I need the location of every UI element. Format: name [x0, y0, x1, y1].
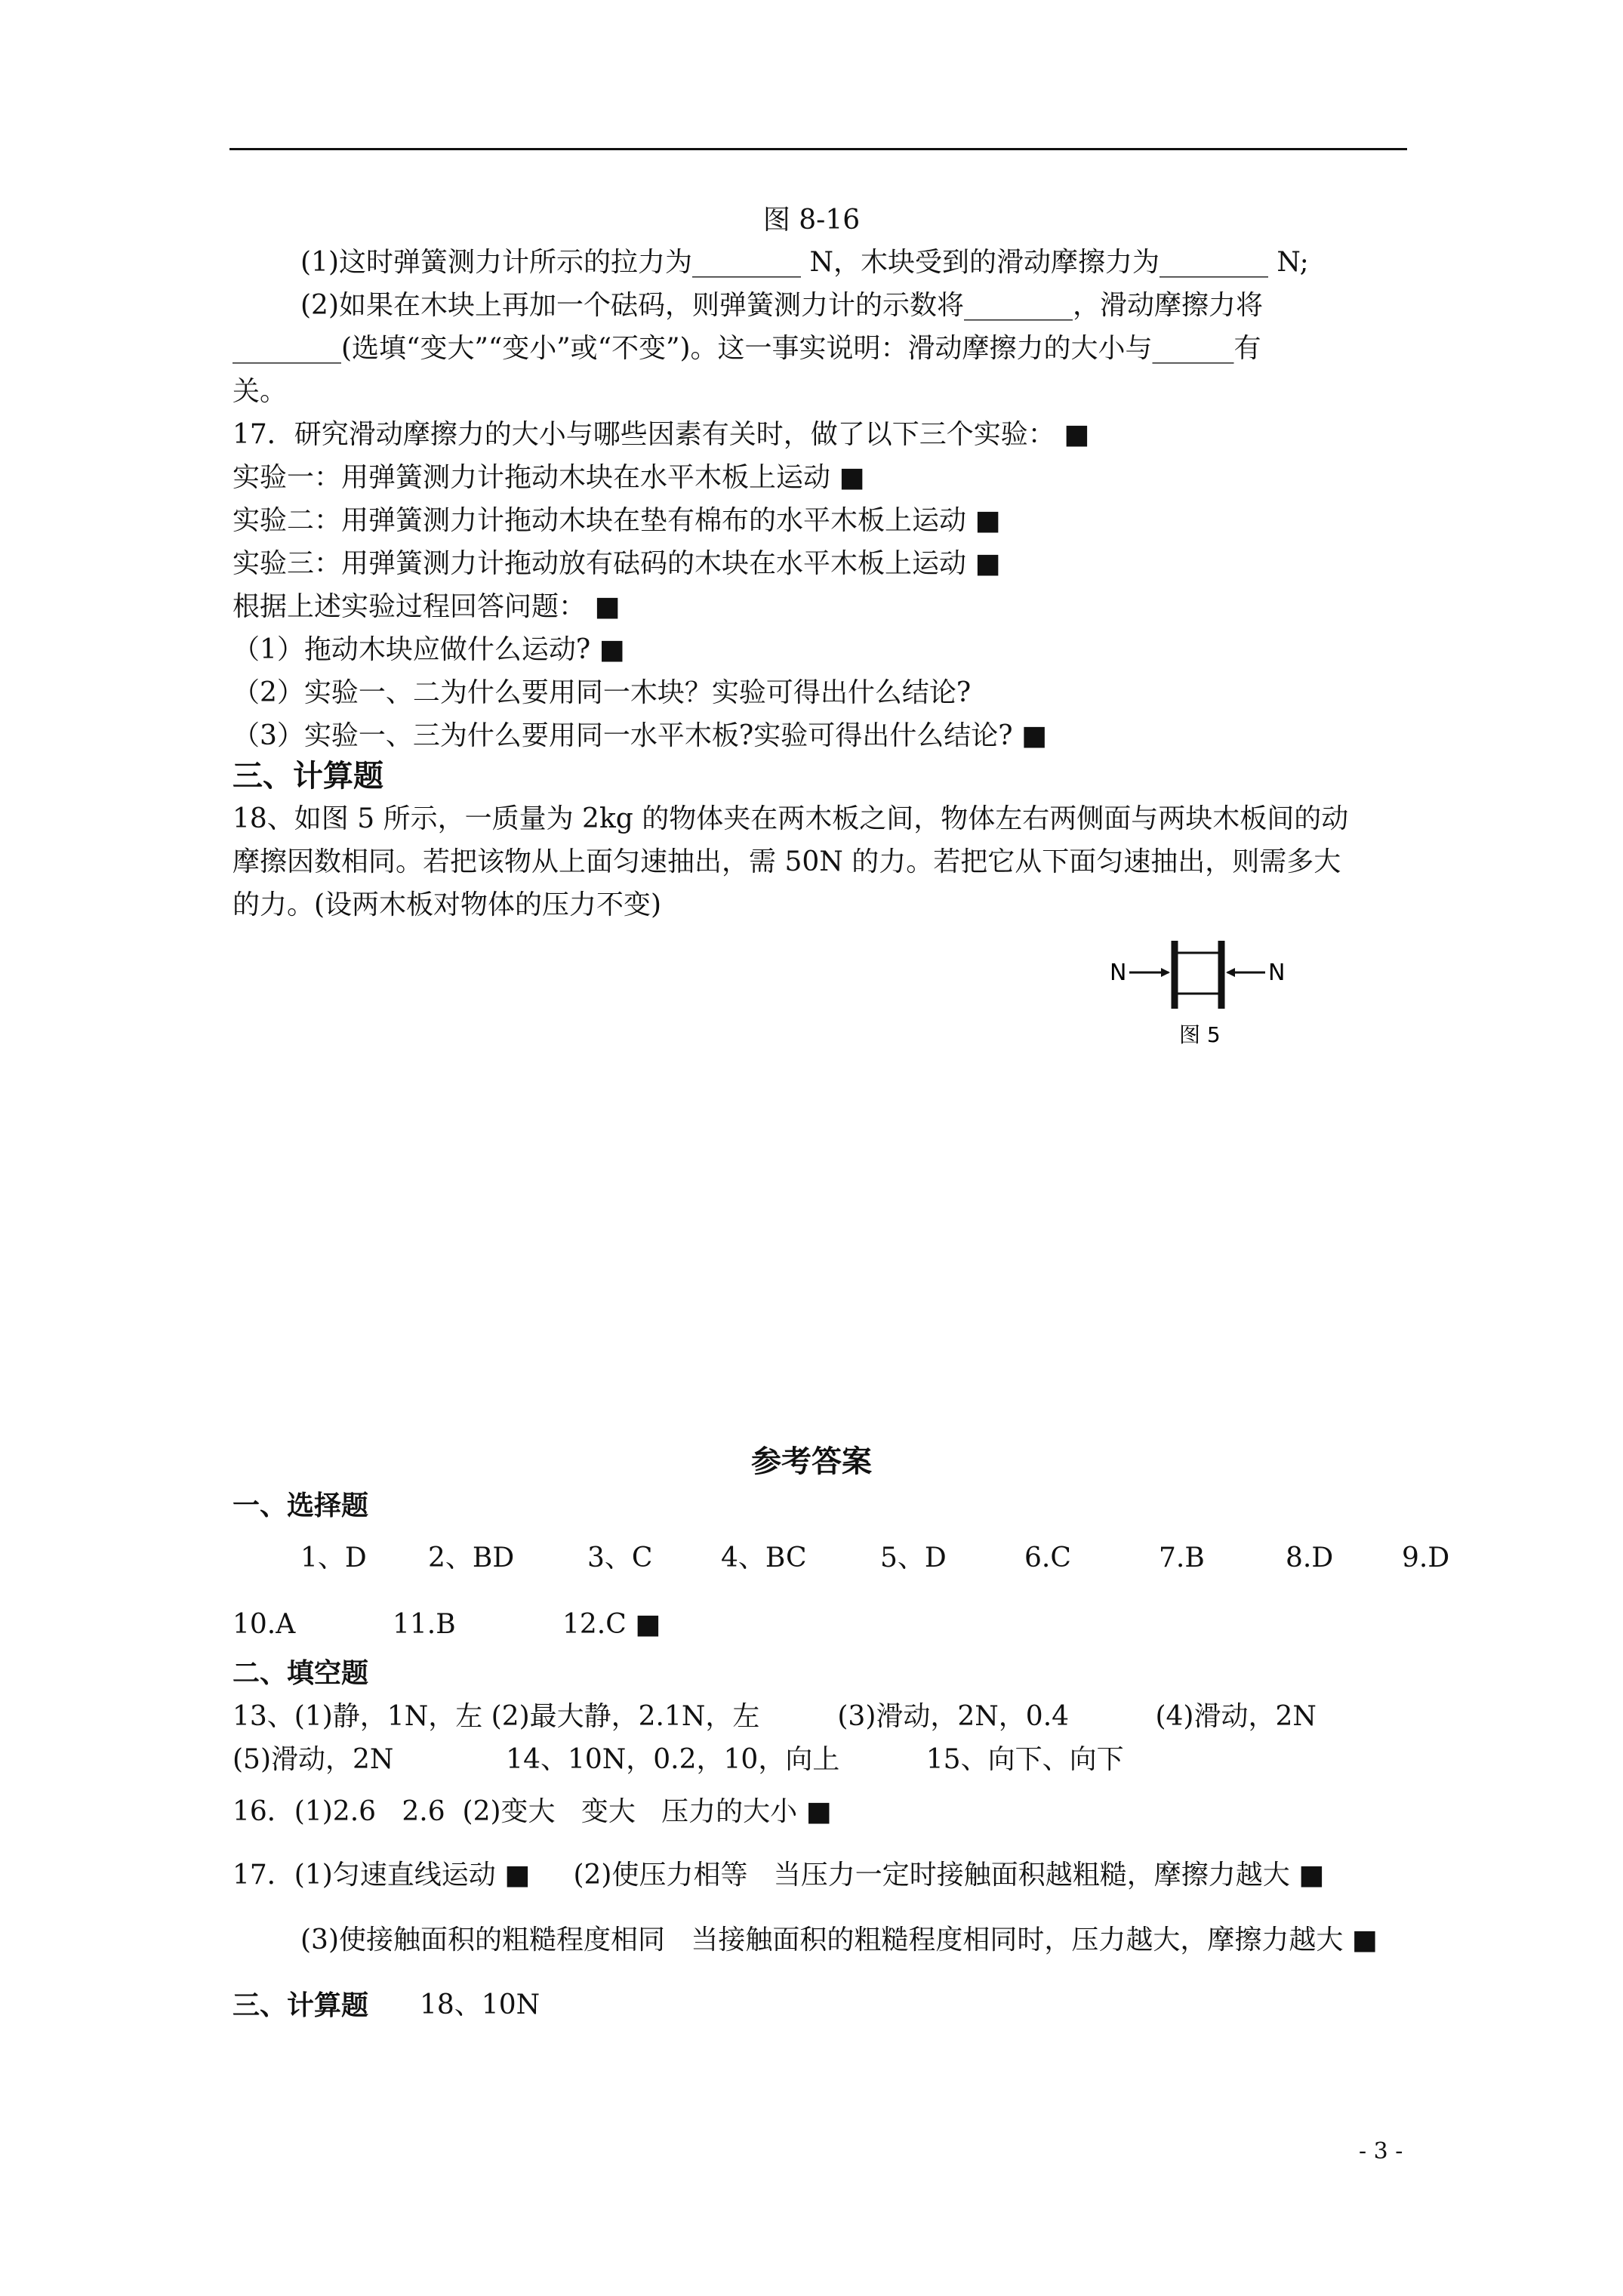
choice-answer: 6.C [1024, 1542, 1071, 1573]
choice-answer: 3、C [587, 1542, 653, 1573]
choice-answer: 12.C ■ [562, 1609, 661, 1640]
left-arrowhead [1161, 968, 1170, 977]
answer-17-line1: 17．(1)匀速直线运动 ■ (2)使压力相等 当压力一定时接触面积越粗糙，摩擦力越大 ■ [233, 1860, 1325, 1891]
choice-answer: 1、D [300, 1542, 367, 1573]
answer-18: 18、10N [420, 1989, 540, 2020]
choice-answer: 4、BC [721, 1542, 807, 1573]
header-rule [229, 148, 1407, 150]
q18-line3: 的力。(设两木板对物体的压力不变) [233, 889, 662, 920]
answer-13-line1: 13、(1)静，1N，左 (2)最大静，2.1N，左 (3)滑动，2N，0.4 (4)滑动，2N [233, 1701, 1317, 1732]
choice-answer: 10.A [233, 1609, 296, 1640]
figure-caption: 图 8-16 [762, 205, 861, 236]
choice-answer: 5、D [880, 1542, 947, 1573]
answer-17-line2: (3)使接触面积的粗糙程度相同 当接触面积的粗糙程度相同时，压力越大，摩擦力越大 ■ [300, 1925, 1378, 1955]
page-number: - 3 - [1359, 2138, 1403, 2165]
answers-sec1-title: 一、选择题 [233, 1490, 369, 1521]
figure-5-diagram [1110, 936, 1306, 1057]
choice-answer: 8.D [1286, 1542, 1334, 1573]
q18-line2: 摩擦因数相同。若把该物从上面匀速抽出，需 50N 的力。若把它从下面匀速抽出，则需多大 [233, 846, 1341, 877]
answers-title: 参考答案 [751, 1444, 872, 1479]
q16-part2b: ________(选填“变大”“变小”或“不变”)。这一事实说明：滑动摩擦力的大小与______有 [233, 333, 1261, 364]
answer-16: 16．(1)2.6 2.6 (2)变大 变大 压力的大小 ■ [233, 1796, 832, 1827]
right-arrowhead [1226, 968, 1235, 977]
figure5-left-label: N [1110, 960, 1127, 986]
q17-sub2: （2）实验一、二为什么要用同一木块？实验可得出什么结论? [233, 677, 972, 708]
answer-13-line2: (5)滑动，2N 14、10N，0.2，10，向上 15、向下、向下 [233, 1744, 1124, 1775]
answers-sec3-title: 三、计算题 [233, 1989, 369, 2021]
section3-title: 三、计算题 [233, 758, 383, 794]
figure5-right-label: N [1268, 960, 1286, 986]
choice-answer: 2、BD [428, 1542, 515, 1573]
q18-line1: 18、如图 5 所示，一质量为 2kg 的物体夹在两木板之间，物体左右两侧面与两块木板间的动 [233, 803, 1349, 834]
q17-sub3: （3）实验一、三为什么要用同一水平木板?实验可得出什么结论? ■ [233, 720, 1047, 751]
choice-answer: 11.B [393, 1609, 456, 1640]
q16-part1: (1)这时弹簧测力计所示的拉力为________ N，木块受到的滑动摩擦力为________ N; [300, 247, 1309, 278]
q17-sub1: （1）拖动木块应做什么运动? ■ [233, 634, 625, 665]
q17-exp3: 实验三：用弹簧测力计拖动放有砝码的木块在水平木板上运动 ■ [233, 548, 1001, 579]
q17-exp1: 实验一：用弹簧测力计拖动木块在水平木板上运动 ■ [233, 462, 865, 493]
figure5-caption: 图 5 [1179, 1022, 1221, 1047]
answers-sec2-title: 二、填空题 [233, 1657, 369, 1689]
q16-part2c: 关。 [233, 376, 288, 407]
choice-answer: 9.D [1402, 1542, 1450, 1573]
q16-part2a: (2)如果在木块上再加一个砝码，则弹簧测力计的示数将________，滑动摩擦力将 [300, 290, 1263, 321]
q17-prompt: 根据上述实验过程回答问题： ■ [233, 591, 621, 622]
q17-exp2: 实验二：用弹簧测力计拖动木块在垫有棉布的水平木板上运动 ■ [233, 505, 1001, 536]
choice-answer: 7.B [1159, 1542, 1205, 1573]
q17-stem: 17．研究滑动摩擦力的大小与哪些因素有关时，做了以下三个实验： ■ [233, 419, 1090, 450]
